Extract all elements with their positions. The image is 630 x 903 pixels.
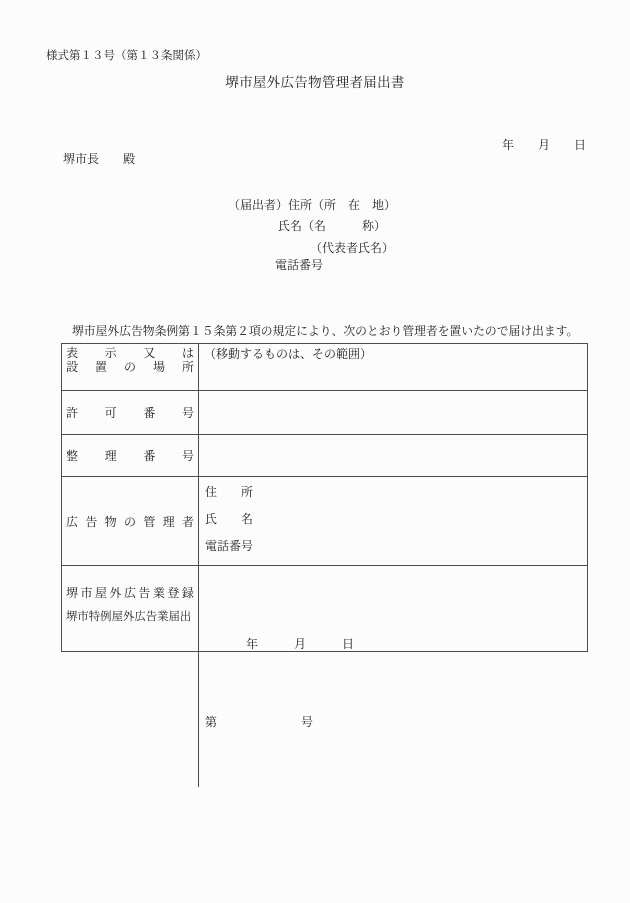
registration-label-line2: 堺市特例屋外広告業届出 [66,610,192,623]
reference-number-label: 整 理 番 号 [66,449,194,463]
declarer-phone-line: 電話番号 [275,258,324,272]
intro-sentence: 堺市屋外広告物条例第１５条第２項の規定により、次のとおり管理者を置いたので届け出ます。 [72,324,579,338]
reference-number-label-cell [62,435,199,477]
registration-label-cell [62,566,199,787]
display-location-value-cell [199,344,587,391]
page-title: 堺市屋外広告物管理者届出書 [225,75,405,90]
notification-table [61,343,588,729]
declarer-name-line: 氏名（名 称） [278,219,387,233]
manager-name-label: 氏 名 [205,512,254,526]
declarer-address-line: （届出者）住所（所 在 地） [228,198,397,212]
display-location-note: （移動するものは、その範囲） [204,347,373,361]
registration-value-cell [199,566,587,787]
manager-label-cell [62,477,199,566]
submission-date-line: 年 月 日 [502,138,587,152]
display-location-label-line2: 設 置 の 場 所 [66,359,194,374]
declarer-representative-line: （代表者氏名） [310,241,395,255]
registration-label-line1: 堺 市 屋 外 広 告 業 登 録 [66,586,194,600]
display-location-label-cell [62,344,199,391]
reference-number-value-cell [199,435,587,477]
manager-label: 広 告 物 の 管 理 者 [66,514,194,529]
permit-number-label-cell [62,391,199,435]
display-location-label-line1: 表 示 又 は [66,346,194,360]
manager-phone-label: 電話番号 [205,539,254,553]
addressee-mayor: 堺市長 殿 [63,152,136,166]
form-number: 様式第１３号（第１３条関係） [46,50,207,62]
permit-number-label: 許 可 番 号 [66,406,194,420]
permit-number-value-cell [199,391,587,435]
registration-date-line: 年 月 日 [246,637,355,651]
registration-number-line: 第 号 [205,715,314,729]
manager-address-label: 住 所 [205,485,254,499]
manager-value-cell [199,477,587,566]
